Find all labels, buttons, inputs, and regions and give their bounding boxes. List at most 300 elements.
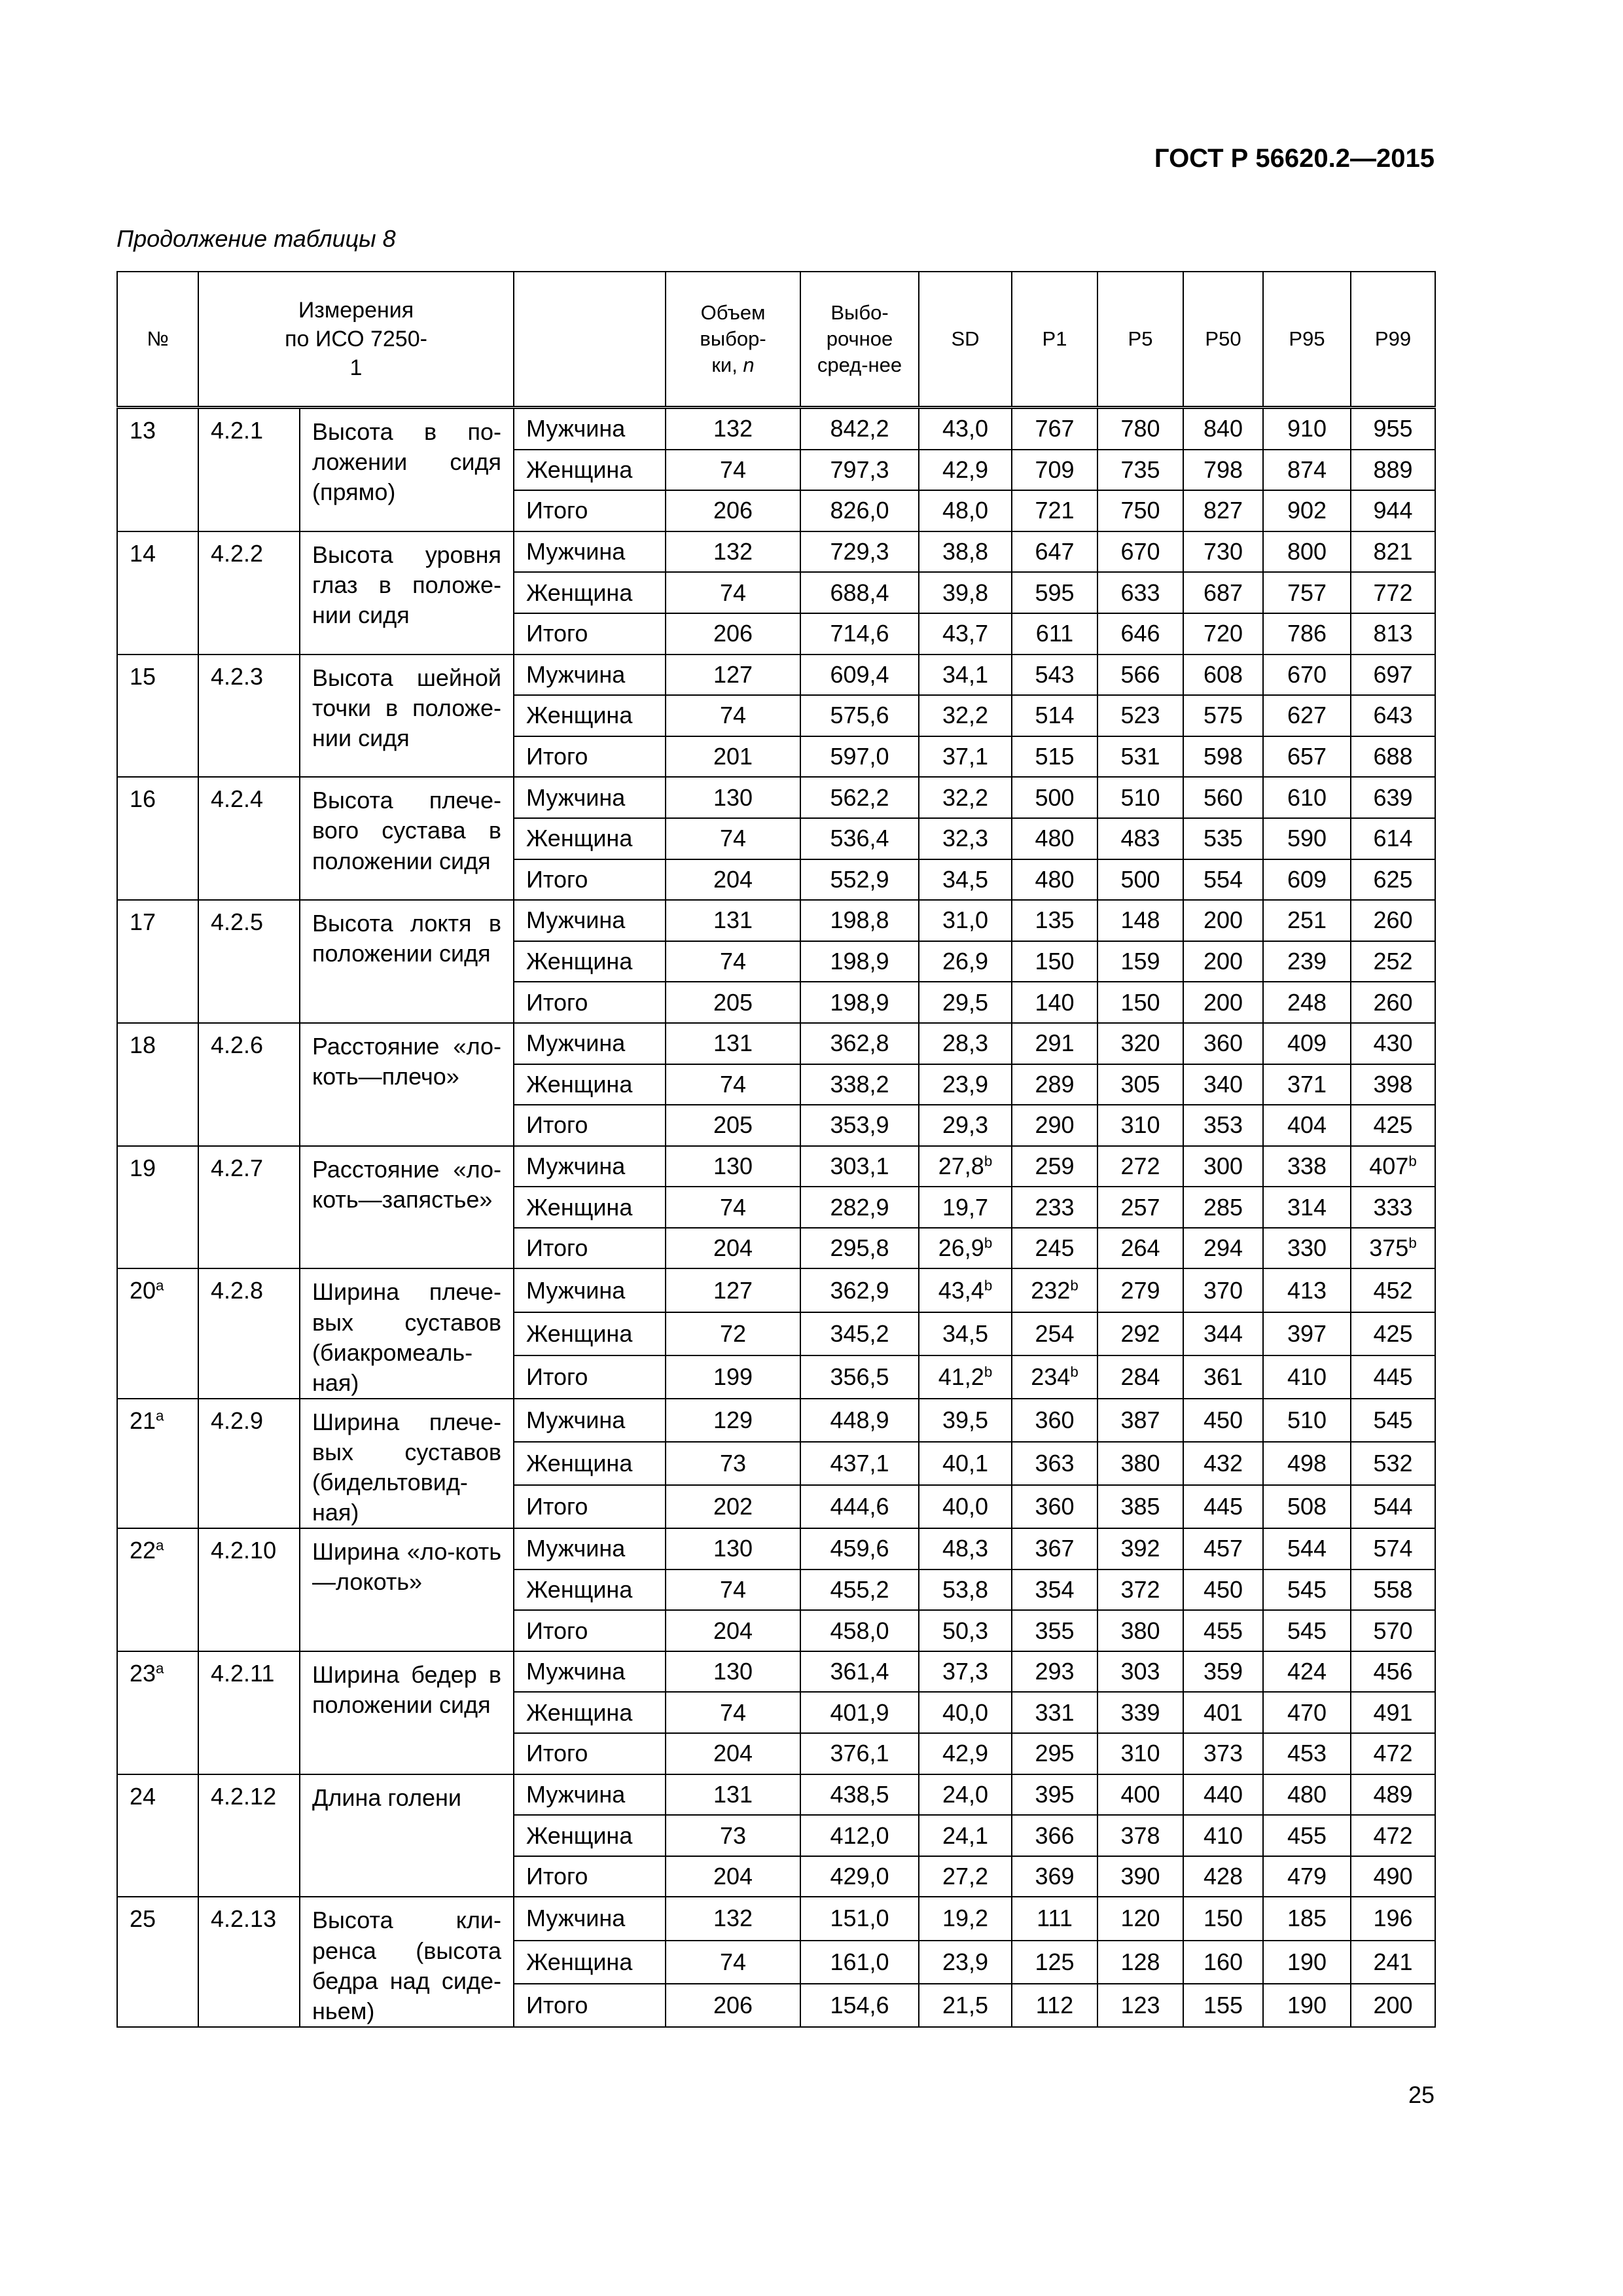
cell-sd bbox=[919, 1692, 1012, 1733]
cell-mean bbox=[800, 1570, 919, 1611]
cell-p99 bbox=[1351, 655, 1435, 696]
value-mean: 842,2 bbox=[830, 415, 889, 442]
cell-p95 bbox=[1263, 450, 1351, 491]
measure-number: 24 bbox=[130, 1782, 156, 1810]
value-p50: 200 bbox=[1203, 906, 1243, 934]
value-sd: 50,3 bbox=[942, 1617, 989, 1644]
cell-n bbox=[666, 900, 800, 941]
footnote-mark: a bbox=[156, 1537, 164, 1554]
cell-p95 bbox=[1263, 1399, 1351, 1442]
cell-n bbox=[666, 1399, 800, 1442]
cell-p5 bbox=[1097, 1485, 1183, 1528]
cell-sd bbox=[919, 1733, 1012, 1774]
cell-p99 bbox=[1351, 777, 1435, 818]
value-n: 131 bbox=[713, 1780, 753, 1808]
cell-sd bbox=[919, 1856, 1012, 1897]
cell-sex: Итого bbox=[514, 490, 666, 531]
cell-n bbox=[666, 818, 800, 859]
value-p95: 409 bbox=[1287, 1030, 1327, 1057]
value-p50: 598 bbox=[1203, 743, 1243, 770]
value-p1: 647 bbox=[1035, 538, 1075, 565]
measure-number: 15 bbox=[130, 662, 156, 690]
value-p1: 135 bbox=[1035, 906, 1075, 934]
value-p1: 709 bbox=[1035, 456, 1075, 483]
cell-p5 bbox=[1097, 572, 1183, 613]
value-p50: 720 bbox=[1203, 620, 1243, 647]
value-mean: 353,9 bbox=[830, 1111, 889, 1139]
table-row bbox=[117, 1774, 1435, 1816]
cell-n bbox=[666, 450, 800, 491]
value-p1: 480 bbox=[1035, 865, 1075, 893]
cell-sd bbox=[919, 1228, 1012, 1269]
cell-p99 bbox=[1351, 613, 1435, 655]
footnote-mark: b bbox=[984, 1363, 993, 1380]
cell-sex: Женщина bbox=[514, 1570, 666, 1611]
cell-mean bbox=[800, 531, 919, 573]
header-p1: P1 bbox=[1012, 272, 1097, 408]
value-mean: 412,0 bbox=[830, 1821, 889, 1849]
value-p95: 610 bbox=[1287, 783, 1327, 811]
cell-p5 bbox=[1097, 1692, 1183, 1733]
cell-p99 bbox=[1351, 1897, 1435, 1940]
cell-p95 bbox=[1263, 736, 1351, 778]
cell-p1 bbox=[1012, 1228, 1097, 1269]
value-p50: 730 bbox=[1203, 538, 1243, 565]
value-mean: 459,6 bbox=[830, 1535, 889, 1562]
value-sd: 43,4 bbox=[938, 1276, 984, 1304]
value-p99: 375 bbox=[1369, 1234, 1409, 1262]
value-n: 74 bbox=[719, 1575, 747, 1603]
cell-p95 bbox=[1263, 1528, 1351, 1570]
value-p50: 200 bbox=[1203, 948, 1243, 975]
value-p1: 293 bbox=[1035, 1658, 1075, 1685]
value-p99: 200 bbox=[1373, 1991, 1413, 2018]
value-n: 74 bbox=[719, 1698, 747, 1726]
cell-p1 bbox=[1012, 777, 1097, 818]
value-p5: 670 bbox=[1120, 538, 1160, 565]
header-no: № bbox=[117, 272, 198, 408]
value-p99: 544 bbox=[1373, 1493, 1413, 1520]
cell-sex: Итого bbox=[514, 1228, 666, 1269]
cell-n bbox=[666, 1228, 800, 1269]
cell-p99 bbox=[1351, 1941, 1435, 1984]
cell-n bbox=[666, 1692, 800, 1733]
value-p95: 404 bbox=[1287, 1111, 1327, 1139]
cell-mean bbox=[800, 1897, 919, 1940]
cell-p5 bbox=[1097, 1187, 1183, 1228]
cell-sd bbox=[919, 1570, 1012, 1611]
value-mean: 448,9 bbox=[830, 1406, 889, 1433]
cell-p95 bbox=[1263, 1984, 1351, 2027]
cell-p95 bbox=[1263, 1774, 1351, 1816]
cell-p5 bbox=[1097, 1941, 1183, 1984]
value-p1: 543 bbox=[1035, 660, 1075, 688]
cell-measure-name: Высота кли-ренса (высота бедра над сиде-ньем) bbox=[300, 1897, 514, 2026]
value-mean: 362,8 bbox=[830, 1030, 889, 1057]
value-p95: 609 bbox=[1287, 865, 1327, 893]
cell-sd bbox=[919, 1941, 1012, 1984]
cell-n bbox=[666, 982, 800, 1023]
value-p50: 160 bbox=[1203, 1948, 1243, 1975]
cell-p5 bbox=[1097, 1856, 1183, 1897]
cell-p5 bbox=[1097, 1268, 1183, 1312]
header-p50: P50 bbox=[1183, 272, 1263, 408]
cell-p5 bbox=[1097, 1774, 1183, 1816]
value-p5: 123 bbox=[1120, 1991, 1160, 2018]
cell-sd bbox=[919, 572, 1012, 613]
value-n: 132 bbox=[713, 415, 753, 442]
cell-sex: Мужчина bbox=[514, 531, 666, 573]
cell-sd bbox=[919, 1897, 1012, 1940]
cell-p95 bbox=[1263, 613, 1351, 655]
cell-p50 bbox=[1183, 1105, 1263, 1146]
value-sd: 43,0 bbox=[942, 415, 989, 442]
cell-p1 bbox=[1012, 1312, 1097, 1355]
value-p1: 232 bbox=[1031, 1276, 1071, 1304]
cell-p50 bbox=[1183, 1355, 1263, 1399]
cell-p99 bbox=[1351, 450, 1435, 491]
cell-p50 bbox=[1183, 1774, 1263, 1816]
cell-sex: Женщина bbox=[514, 1312, 666, 1355]
value-p5: 292 bbox=[1120, 1319, 1160, 1347]
value-p50: 608 bbox=[1203, 660, 1243, 688]
value-n: 204 bbox=[713, 1617, 753, 1644]
cell-p99 bbox=[1351, 1228, 1435, 1269]
cell-p5 bbox=[1097, 408, 1183, 450]
value-p1: 233 bbox=[1035, 1193, 1075, 1221]
cell-p95 bbox=[1263, 1146, 1351, 1187]
value-sd: 43,7 bbox=[942, 620, 989, 647]
cell-mean bbox=[800, 777, 919, 818]
value-p50: 353 bbox=[1203, 1111, 1243, 1139]
value-p50: 359 bbox=[1203, 1658, 1243, 1685]
value-n: 204 bbox=[713, 1234, 753, 1262]
value-n: 130 bbox=[713, 1152, 753, 1179]
value-p1: 515 bbox=[1035, 743, 1075, 770]
value-mean: 562,2 bbox=[830, 783, 889, 811]
value-p95: 757 bbox=[1287, 579, 1327, 606]
value-n: 202 bbox=[713, 1493, 753, 1520]
value-sd: 26,9 bbox=[938, 1234, 984, 1262]
cell-mean bbox=[800, 818, 919, 859]
value-p50: 370 bbox=[1203, 1276, 1243, 1304]
cell-p1 bbox=[1012, 1023, 1097, 1064]
cell-sex: Итого bbox=[514, 1610, 666, 1651]
cell-n bbox=[666, 777, 800, 818]
cell-p5 bbox=[1097, 1733, 1183, 1774]
value-n: 74 bbox=[719, 1070, 747, 1098]
cell-n bbox=[666, 1187, 800, 1228]
value-mean: 797,3 bbox=[830, 456, 889, 483]
footnote-mark: a bbox=[156, 1407, 164, 1424]
cell-n bbox=[666, 1146, 800, 1187]
value-mean: 401,9 bbox=[830, 1698, 889, 1726]
value-p99: 445 bbox=[1373, 1363, 1413, 1390]
cell-mean bbox=[800, 695, 919, 736]
cell-mean bbox=[800, 655, 919, 696]
value-p95: 479 bbox=[1287, 1863, 1327, 1890]
cell-n bbox=[666, 1105, 800, 1146]
cell-p99 bbox=[1351, 900, 1435, 941]
cell-p50 bbox=[1183, 490, 1263, 531]
cell-p5 bbox=[1097, 1023, 1183, 1064]
value-p1: 480 bbox=[1035, 825, 1075, 852]
cell-p50 bbox=[1183, 572, 1263, 613]
cell-p1 bbox=[1012, 1485, 1097, 1528]
cell-p99 bbox=[1351, 1733, 1435, 1774]
value-p95: 480 bbox=[1287, 1780, 1327, 1808]
cell-sd bbox=[919, 1528, 1012, 1570]
cell-p99 bbox=[1351, 1692, 1435, 1733]
cell-measure-number bbox=[117, 1528, 198, 1651]
cell-measure-name: Расстояние «ло-коть—плечо» bbox=[300, 1023, 514, 1146]
value-p1: 363 bbox=[1035, 1449, 1075, 1477]
value-n: 74 bbox=[719, 1948, 747, 1975]
value-mean: 198,9 bbox=[830, 948, 889, 975]
value-p5: 310 bbox=[1120, 1111, 1160, 1139]
value-mean: 597,0 bbox=[830, 743, 889, 770]
cell-sd bbox=[919, 1815, 1012, 1856]
cell-sd bbox=[919, 818, 1012, 859]
value-p1: 360 bbox=[1035, 1406, 1075, 1433]
cell-p95 bbox=[1263, 695, 1351, 736]
measure-number: 19 bbox=[130, 1154, 156, 1181]
value-p50: 428 bbox=[1203, 1863, 1243, 1890]
cell-p5 bbox=[1097, 613, 1183, 655]
value-p50: 455 bbox=[1203, 1617, 1243, 1644]
cell-sd bbox=[919, 982, 1012, 1023]
cell-p99 bbox=[1351, 982, 1435, 1023]
cell-sex: Мужчина bbox=[514, 1268, 666, 1312]
cell-n bbox=[666, 1774, 800, 1816]
cell-p95 bbox=[1263, 1442, 1351, 1485]
value-p5: 303 bbox=[1120, 1658, 1160, 1685]
value-p99: 252 bbox=[1373, 948, 1413, 975]
value-sd: 48,0 bbox=[942, 497, 989, 524]
value-p5: 380 bbox=[1120, 1449, 1160, 1477]
value-p1: 259 bbox=[1035, 1152, 1075, 1179]
cell-p5 bbox=[1097, 736, 1183, 778]
cell-p99 bbox=[1351, 1146, 1435, 1187]
value-p1: 125 bbox=[1035, 1948, 1075, 1975]
measure-number: 21 bbox=[130, 1407, 156, 1434]
cell-p50 bbox=[1183, 1610, 1263, 1651]
table-row bbox=[117, 1651, 1435, 1693]
cell-n bbox=[666, 695, 800, 736]
cell-p5 bbox=[1097, 1355, 1183, 1399]
cell-p1 bbox=[1012, 695, 1097, 736]
footnote-mark: b bbox=[1408, 1234, 1417, 1251]
value-p99: 430 bbox=[1373, 1030, 1413, 1057]
value-sd: 24,1 bbox=[942, 1821, 989, 1849]
value-p50: 450 bbox=[1203, 1406, 1243, 1433]
value-mean: 362,9 bbox=[830, 1276, 889, 1304]
cell-measure-number bbox=[117, 1651, 198, 1774]
standard-designation: ГОСТ Р 56620.2—2015 bbox=[1154, 144, 1435, 173]
value-n: 74 bbox=[719, 456, 747, 483]
value-p5: 372 bbox=[1120, 1575, 1160, 1603]
cell-p95 bbox=[1263, 859, 1351, 901]
cell-measure-number bbox=[117, 900, 198, 1023]
cell-p5 bbox=[1097, 900, 1183, 941]
value-sd: 39,8 bbox=[942, 579, 989, 606]
value-p1: 355 bbox=[1035, 1617, 1075, 1644]
value-p50: 575 bbox=[1203, 702, 1243, 729]
cell-p50 bbox=[1183, 859, 1263, 901]
cell-p1 bbox=[1012, 1984, 1097, 2027]
value-p5: 646 bbox=[1120, 620, 1160, 647]
cell-p50 bbox=[1183, 941, 1263, 982]
page-number: 25 bbox=[1408, 2081, 1435, 2108]
cell-p50 bbox=[1183, 1485, 1263, 1528]
value-p1: 331 bbox=[1035, 1698, 1075, 1726]
cell-p99 bbox=[1351, 941, 1435, 982]
cell-p50 bbox=[1183, 1528, 1263, 1570]
cell-sex: Итого bbox=[514, 1355, 666, 1399]
value-p5: 264 bbox=[1120, 1234, 1160, 1262]
value-p5: 159 bbox=[1120, 948, 1160, 975]
value-p95: 590 bbox=[1287, 825, 1327, 852]
cell-mean bbox=[800, 1692, 919, 1733]
value-n: 73 bbox=[719, 1821, 747, 1849]
value-sd: 27,8 bbox=[938, 1152, 984, 1179]
value-p95: 424 bbox=[1287, 1658, 1327, 1685]
cell-p99 bbox=[1351, 1570, 1435, 1611]
cell-measure-number bbox=[117, 1897, 198, 2026]
value-n: 201 bbox=[713, 743, 753, 770]
cell-p1 bbox=[1012, 408, 1097, 450]
cell-mean bbox=[800, 1856, 919, 1897]
value-sd: 38,8 bbox=[942, 538, 989, 565]
value-p1: 611 bbox=[1035, 620, 1074, 647]
cell-sd bbox=[919, 450, 1012, 491]
cell-n bbox=[666, 1023, 800, 1064]
cell-p99 bbox=[1351, 1528, 1435, 1570]
value-p99: 241 bbox=[1373, 1948, 1413, 1975]
cell-sex: Мужчина bbox=[514, 655, 666, 696]
value-p99: 558 bbox=[1373, 1575, 1413, 1603]
cell-p95 bbox=[1263, 408, 1351, 450]
cell-mean bbox=[800, 736, 919, 778]
cell-p99 bbox=[1351, 1856, 1435, 1897]
value-p5: 483 bbox=[1120, 825, 1160, 852]
cell-p1 bbox=[1012, 450, 1097, 491]
cell-measure-name: Расстояние «ло-коть—запястье» bbox=[300, 1146, 514, 1269]
cell-sd bbox=[919, 1355, 1012, 1399]
value-p50: 410 bbox=[1203, 1821, 1243, 1849]
value-mean: 198,9 bbox=[830, 988, 889, 1016]
value-p5: 750 bbox=[1120, 497, 1160, 524]
cell-p50 bbox=[1183, 613, 1263, 655]
cell-sex: Женщина bbox=[514, 1442, 666, 1485]
value-sd: 23,9 bbox=[942, 1948, 989, 1975]
cell-mean bbox=[800, 1023, 919, 1064]
value-p99: 407 bbox=[1369, 1152, 1409, 1179]
value-p95: 800 bbox=[1287, 538, 1327, 565]
value-p1: 369 bbox=[1035, 1863, 1075, 1890]
cell-p1 bbox=[1012, 1355, 1097, 1399]
cell-p99 bbox=[1351, 1268, 1435, 1312]
value-p50: 440 bbox=[1203, 1780, 1243, 1808]
cell-p95 bbox=[1263, 982, 1351, 1023]
value-n: 72 bbox=[719, 1319, 747, 1347]
cell-sex: Итого bbox=[514, 1105, 666, 1146]
cell-sex: Мужчина bbox=[514, 1146, 666, 1187]
value-sd: 37,3 bbox=[942, 1658, 989, 1685]
value-sd: 34,5 bbox=[942, 1319, 989, 1347]
cell-p5 bbox=[1097, 1105, 1183, 1146]
cell-mean bbox=[800, 450, 919, 491]
value-p95: 248 bbox=[1287, 988, 1327, 1016]
cell-p50 bbox=[1183, 655, 1263, 696]
cell-p1 bbox=[1012, 1146, 1097, 1187]
value-p95: 657 bbox=[1287, 743, 1327, 770]
cell-p1 bbox=[1012, 1105, 1097, 1146]
cell-p50 bbox=[1183, 1228, 1263, 1269]
cell-sd bbox=[919, 941, 1012, 982]
value-sd: 48,3 bbox=[942, 1535, 989, 1562]
value-p1: 295 bbox=[1035, 1740, 1075, 1767]
value-sd: 24,0 bbox=[942, 1780, 989, 1808]
cell-mean bbox=[800, 1268, 919, 1312]
cell-p95 bbox=[1263, 777, 1351, 818]
value-sd: 40,0 bbox=[942, 1698, 989, 1726]
value-mean: 356,5 bbox=[830, 1363, 889, 1390]
value-p95: 455 bbox=[1287, 1821, 1327, 1849]
cell-n bbox=[666, 1485, 800, 1528]
cell-measure-name: Ширина плече-вых суставов (бидельтовид-ная) bbox=[300, 1399, 514, 1528]
cell-p5 bbox=[1097, 1528, 1183, 1570]
cell-p50 bbox=[1183, 1733, 1263, 1774]
value-sd: 19,7 bbox=[942, 1193, 989, 1221]
value-p99: 456 bbox=[1373, 1658, 1413, 1685]
cell-p50 bbox=[1183, 1856, 1263, 1897]
cell-p99 bbox=[1351, 490, 1435, 531]
value-n: 130 bbox=[713, 1535, 753, 1562]
value-p50: 150 bbox=[1203, 1905, 1243, 1932]
cell-sex: Итого bbox=[514, 982, 666, 1023]
value-sd: 32,2 bbox=[942, 702, 989, 729]
cell-p5 bbox=[1097, 859, 1183, 901]
value-sd: 26,9 bbox=[942, 948, 989, 975]
cell-p95 bbox=[1263, 1187, 1351, 1228]
cell-p5 bbox=[1097, 1064, 1183, 1105]
value-p95: 786 bbox=[1287, 620, 1327, 647]
value-mean: 458,0 bbox=[830, 1617, 889, 1644]
cell-sd bbox=[919, 1442, 1012, 1485]
measure-number: 14 bbox=[130, 539, 156, 567]
value-p1: 111 bbox=[1037, 1905, 1073, 1932]
cell-mean bbox=[800, 1105, 919, 1146]
cell-mean bbox=[800, 490, 919, 531]
cell-p1 bbox=[1012, 1774, 1097, 1816]
cell-p95 bbox=[1263, 1651, 1351, 1693]
value-n: 199 bbox=[713, 1363, 753, 1390]
cell-sd bbox=[919, 655, 1012, 696]
cell-sd bbox=[919, 1105, 1012, 1146]
value-p95: 251 bbox=[1287, 906, 1327, 934]
value-mean: 345,2 bbox=[830, 1319, 889, 1347]
cell-p50 bbox=[1183, 982, 1263, 1023]
cell-p95 bbox=[1263, 1897, 1351, 1940]
cell-sex: Мужчина bbox=[514, 1897, 666, 1940]
value-mean: 198,8 bbox=[830, 906, 889, 934]
cell-p50 bbox=[1183, 777, 1263, 818]
cell-p99 bbox=[1351, 531, 1435, 573]
cell-p99 bbox=[1351, 1399, 1435, 1442]
cell-p1 bbox=[1012, 1941, 1097, 1984]
cell-n bbox=[666, 1733, 800, 1774]
